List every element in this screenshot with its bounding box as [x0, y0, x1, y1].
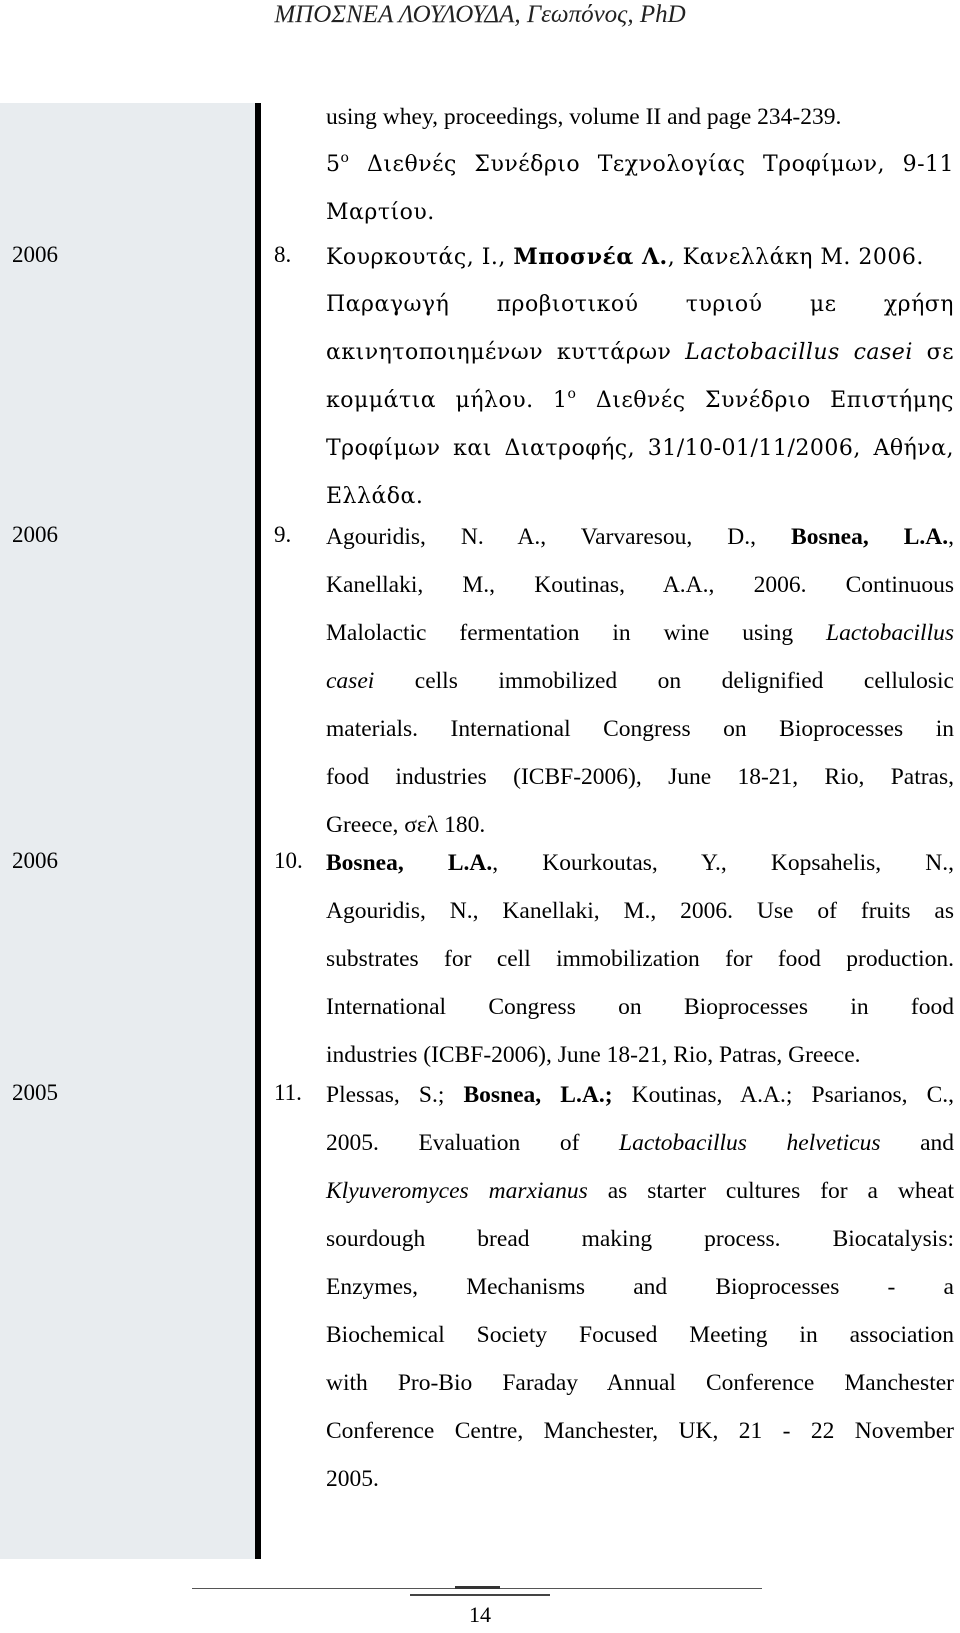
text-run: cells immobilized on delignified cellulosic — [374, 668, 954, 694]
entry-line — [326, 1071, 954, 1119]
entry-year: 2006 — [12, 848, 58, 873]
entry-line: Τροφίμων και Διατροφής, 31/10-01/11/2006, Αθήνα, — [326, 436, 954, 461]
entry-line: substrates for cell immobilization for food production. — [326, 946, 954, 972]
entry-number: 10. — [274, 848, 303, 873]
entry-line: sourdough bread making process. Biocatalysis: — [326, 1226, 954, 1252]
entry-line — [326, 141, 954, 189]
text-run: σε — [912, 340, 954, 365]
text-run: and — [880, 1130, 954, 1156]
entry-year: 2006 — [12, 522, 58, 547]
column-divider — [255, 103, 261, 1559]
author-highlight: Bosnea, L.A. — [326, 850, 493, 876]
text-run: Κουρκουτάς, Ι., — [326, 245, 514, 270]
entry-line — [326, 839, 954, 887]
entry-line — [326, 377, 954, 425]
page-header: ΜΠΟΣΝΕΑ ΛΟΥΛΟΥΔΑ, Γεωπόνος, PhD — [274, 1, 686, 28]
year-column-shading — [0, 103, 255, 1559]
sup-base: 5 — [326, 152, 341, 177]
entry-line — [326, 233, 954, 281]
text-run: , Kourkoutas, Y., Kopsahelis, N., — [492, 850, 955, 876]
text-run: ακινητοποιημένων κυττάρων — [326, 340, 686, 365]
author-highlight: Bosnea, L.A.; — [463, 1082, 613, 1108]
entry-line: food industries (ICBF-2006), June 18-21, Rio, Patras, — [326, 764, 954, 790]
entry-line — [326, 1167, 954, 1215]
text-run: Malolactic fermentation in wine using — [326, 620, 827, 646]
entry-line: Μαρτίου. — [326, 200, 435, 225]
entry-number: 8. — [274, 242, 292, 267]
text-run: Koutinas, A.A.; Psarianos, C., — [612, 1082, 955, 1108]
superscript: ο — [567, 386, 577, 402]
entry-line: 2005. — [326, 1466, 379, 1492]
entry-9 — [326, 513, 954, 849]
text-run: Διεθνές Συνέδριο Τεχνολογίας Τροφίμων, 9-11 — [367, 152, 955, 177]
entry-continued — [326, 93, 954, 237]
entry-line — [326, 1119, 954, 1167]
entry-line: Biochemical Society Focused Meeting in association — [326, 1322, 954, 1348]
entry-line: Agouridis, N., Kanellaki, M., 2006. Use of fruits as — [326, 898, 954, 924]
entry-year: 2006 — [12, 242, 58, 267]
entry-10 — [326, 839, 954, 1079]
text-run: as starter cultures for a wheat — [587, 1178, 954, 1204]
entry-line: Enzymes, Mechanisms and Bioprocesses - a — [326, 1274, 954, 1300]
entry-line: Παραγωγή προβιοτικού τυριού με χρήση — [326, 292, 954, 317]
entry-line: Greece, σελ 180. — [326, 812, 486, 838]
author-highlight: Bosnea, L.A. — [791, 524, 949, 550]
footer-rule — [455, 1586, 500, 1589]
text-run: κομμάτια μήλου. 1 — [326, 388, 568, 413]
footer-rule — [410, 1594, 550, 1596]
entry-number: 11. — [274, 1080, 302, 1105]
entry-line: Kanellaki, M., Koutinas, A.A., 2006. Continuous — [326, 572, 954, 598]
entry-line: materials. International Congress on Bioprocesses in — [326, 716, 954, 742]
text-run: , — [948, 524, 954, 550]
text-run: Διεθνές Συνέδριο Επιστήμης — [576, 388, 954, 413]
text-run: 2005. Evaluation of — [326, 1130, 619, 1156]
species-name: Lactobacillus helveticus — [619, 1130, 881, 1156]
text-run: , Κανελλάκη Μ. 2006. — [667, 245, 924, 270]
author-highlight: Μποσνέα Λ. — [513, 244, 668, 270]
text-run: Agouridis, N. A., Varvaresou, D., — [326, 524, 792, 550]
page-number: 14 — [469, 1602, 491, 1627]
species-name: Lactobacillus casei — [685, 340, 913, 365]
entry-line: using whey, proceedings, volume II and page 234-239. — [326, 104, 842, 130]
entry-11 — [326, 1071, 954, 1503]
entry-number: 9. — [274, 522, 292, 547]
species-name: Klyuveromyces marxianus — [326, 1178, 588, 1204]
entry-line — [326, 657, 954, 705]
entry-line: Conference Centre, Manchester, UK, 21 - 22 November — [326, 1418, 954, 1444]
entry-line — [326, 329, 954, 377]
entry-line — [326, 513, 954, 561]
species-name: casei — [326, 668, 375, 694]
entry-year: 2005 — [12, 1080, 58, 1105]
species-name: Lactobacillus — [826, 620, 954, 646]
entry-line: with Pro-Bio Faraday Annual Conference Manchester — [326, 1370, 954, 1396]
entry-line — [326, 609, 954, 657]
entry-line: Ελλάδα. — [326, 484, 424, 509]
superscript: ο — [340, 150, 350, 166]
entry-line: industries (ICBF-2006), June 18-21, Rio, Patras, Greece. — [326, 1042, 861, 1068]
entry-8 — [326, 233, 954, 521]
entry-line: International Congress on Bioprocesses in food — [326, 994, 954, 1020]
text-run: Plessas, S.; — [326, 1082, 464, 1108]
